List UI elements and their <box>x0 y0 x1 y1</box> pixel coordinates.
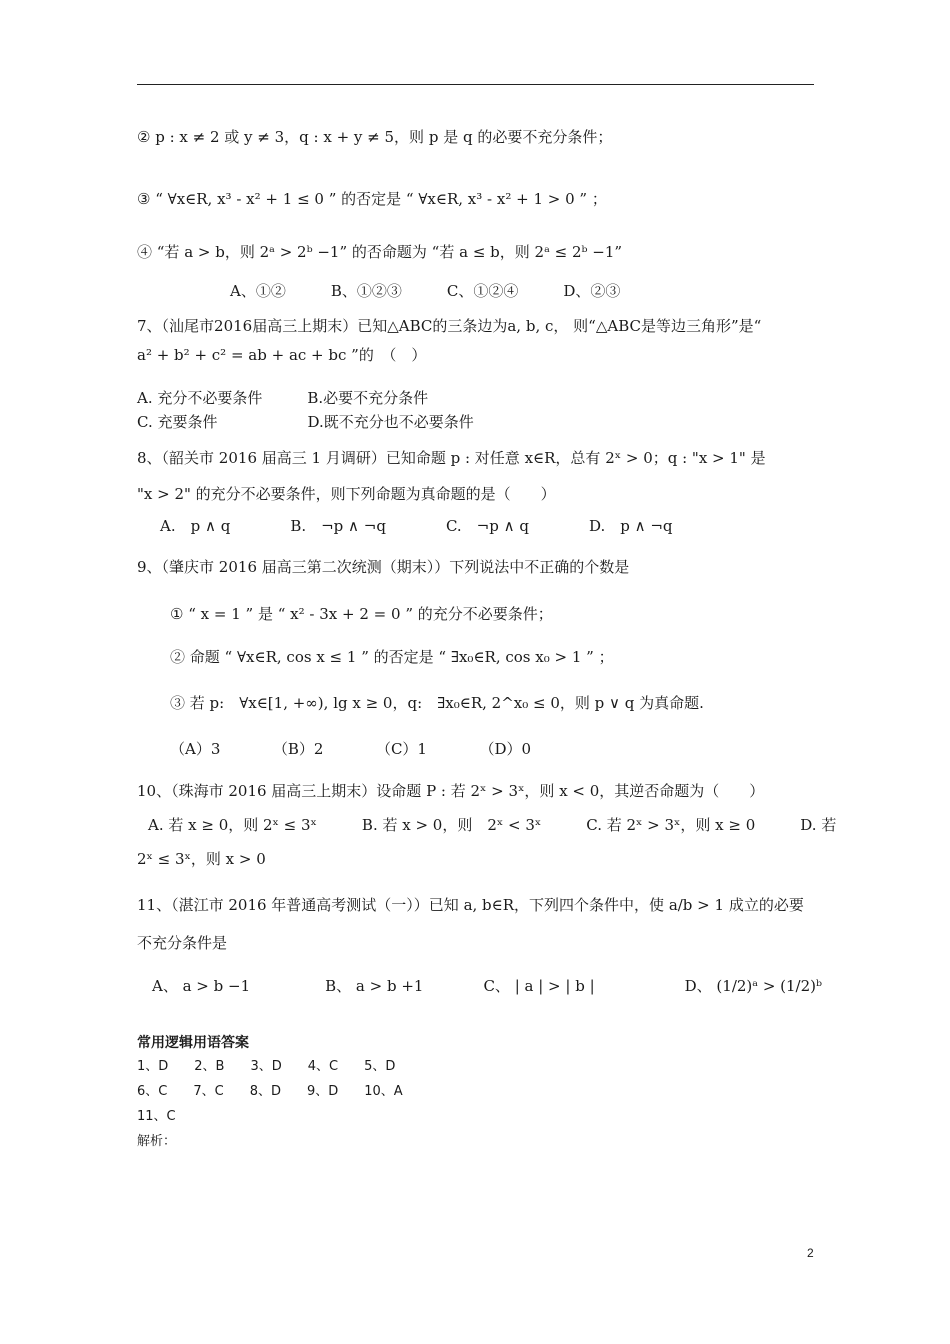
ans-row1: 1、D 2、B 3、D 4、C 5、D <box>137 1059 396 1074</box>
q11-stem2: 不充分条件是 <box>137 934 228 952</box>
q7-stem2: a² + b² + c² = ab + ac + bc ”的 （ ） <box>137 346 427 364</box>
q8-options: A. p ∧ q B. ¬p ∧ ¬q C. ¬p ∧ q D. p ∧ ¬q <box>160 517 673 535</box>
q9-2: ② 命题 “ ∀x∈R, cos x ≤ 1 ” 的否定是 “ ∃x₀∈R, cos x₀ > 1 ” ； <box>170 648 614 666</box>
q10-stem: 10、（珠海市 2016 届高三上期末）设命题 P : 若 2ˣ > 3ˣ，则 x < 0，其逆否命题为（ ） <box>137 782 765 800</box>
item-2: ② p : x ≠ 2 或 y ≠ 3，q : x + y ≠ 5，则 p 是 q 的必要不充分条件； <box>137 128 613 146</box>
q11-options: A、 a > b −1 B、 a > b +1 C、 | a | > | b | D、 (1/2)ᵃ > (1/2)ᵇ <box>152 977 823 995</box>
page-number: 2 <box>807 1246 814 1260</box>
q9-stem: 9、（肇庆市 2016 届高三第二次统测（期末））下列说法中不正确的个数是 <box>137 558 630 576</box>
q8-stem2: "x > 2" 的充分不必要条件，则下列命题为真命题的是（ ） <box>137 485 556 503</box>
item-4: ④ “若 a > b，则 2ᵃ > 2ᵇ −1” 的否命题为 “若 a ≤ b，则 2ᵃ ≤ 2ᵇ −1” <box>137 243 623 261</box>
q8-stem: 8、（韶关市 2016 届高三 1 月调研）已知命题 p : 对任意 x∈R，总有 2ˣ > 0；q : "x > 1" 是 <box>137 449 766 467</box>
q7-opt1: A. 充分不必要条件 B.必要不充分条件 <box>137 389 429 407</box>
ans-row4: 解析： <box>137 1134 177 1149</box>
q10-opt1: A. 若 x ≥ 0，则 2ˣ ≤ 3ˣ B. 若 x > 0，则 2ˣ < 3ˣ C. 若 2ˣ > 3ˣ，则 x ≥ 0 D. 若 <box>148 816 837 834</box>
q10-opt2: 2ˣ ≤ 3ˣ，则 x > 0 <box>137 850 266 868</box>
ans-row3: 11、C <box>137 1109 176 1124</box>
q7-stem: 7、（汕尾市2016届高三上期末）已知△ABC的三条边为a, b, c， 则“△ABC是等边三角形”是“ <box>137 317 762 335</box>
q9-1: ① “ x = 1 ” 是 “ x² - 3x + 2 = 0 ” 的充分不必要条件； <box>170 605 553 623</box>
answers-title: 常用逻辑用语答案 <box>137 1035 249 1051</box>
ans-row2: 6、C 7、C 8、D 9、D 10、A <box>137 1084 403 1099</box>
q6-options: A、①② B、①②③ C、①②④ D、②③ <box>230 282 621 300</box>
q7-opt2: C. 充要条件 D.既不充分也不必要条件 <box>137 413 474 431</box>
top-rule <box>137 84 814 85</box>
q11-stem: 11、（湛江市 2016 年普通高考测试（一））已知 a, b∈R，下列四个条件中，使 a/b > 1 成立的必要 <box>137 896 804 914</box>
q9-3: ③ 若 p: ∀x∈[1, +∞), lg x ≥ 0，q: ∃x₀∈R, 2^x₀ ≤ 0，则 p ∨ q 为真命题. <box>170 694 704 712</box>
item-3: ③ “ ∀x∈R, x³ - x² + 1 ≤ 0 ” 的否定是 “ ∀x∈R, x³ - x² + 1 > 0 ” ； <box>137 190 607 208</box>
q9-options: （A）3 （B）2 （C）1 （D）0 <box>170 740 532 758</box>
